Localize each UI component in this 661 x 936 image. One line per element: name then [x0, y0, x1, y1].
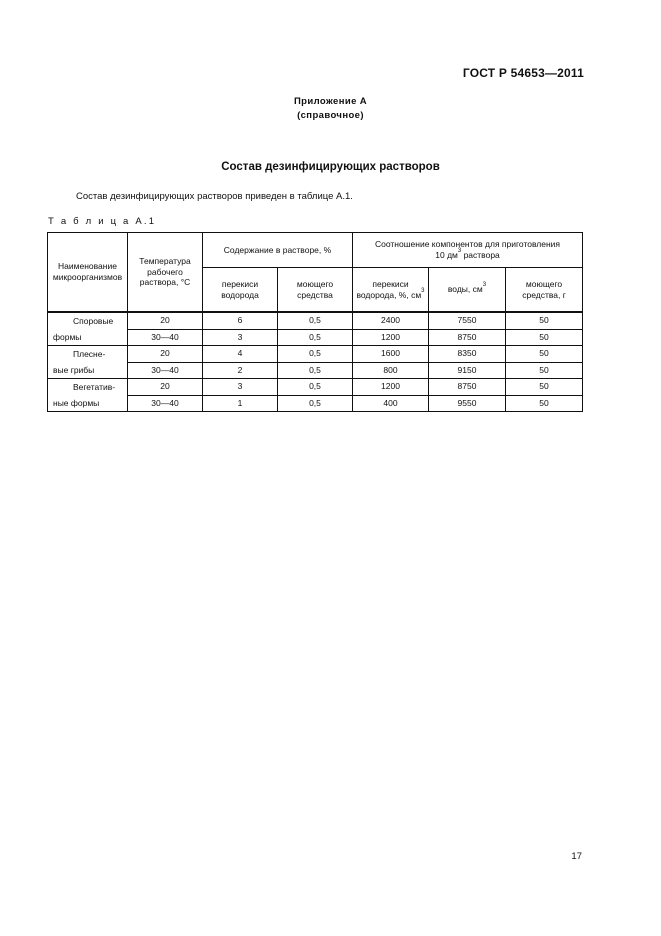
header-peroxide-volume-text: перекиси водорода, %, см	[356, 278, 422, 300]
cell-water: 7550	[429, 312, 506, 329]
header-ratio-group	[353, 233, 583, 268]
cell-temp: 20	[128, 346, 203, 363]
microorganism-name-line1: Вегетатив-	[73, 382, 116, 392]
microorganism-name-line2: ные формы	[53, 398, 100, 408]
microorganism-name	[48, 346, 128, 379]
cell-detergent: 0,5	[278, 346, 353, 363]
composition-table	[47, 232, 583, 412]
header-water-sup: 3	[482, 282, 487, 289]
header-peroxide: перекиси водорода	[203, 268, 278, 313]
section-title: Состав дезинфицирующих растворов	[221, 161, 440, 173]
cell-water: 8350	[429, 346, 506, 363]
annex-subtitle: (справочное)	[297, 110, 364, 121]
header-detergent: моющего средства	[278, 268, 353, 313]
table-row	[48, 362, 583, 379]
table-row	[48, 395, 583, 412]
header-ratio-line2: 10 дм	[435, 250, 458, 260]
cell-peroxide-vol: 1600	[353, 346, 429, 363]
header-temperature: Температура рабочего раствора, °С	[128, 233, 203, 313]
table-body	[48, 312, 583, 412]
table-caption: Т а б л и ц а А.1	[48, 216, 157, 227]
cell-water: 8750	[429, 329, 506, 346]
cell-detergent-g: 50	[506, 395, 583, 412]
table-row	[48, 379, 583, 396]
header-water-text: воды, см	[447, 284, 483, 295]
cell-peroxide: 3	[203, 329, 278, 346]
cell-peroxide-vol: 400	[353, 395, 429, 412]
header-peroxide-volume-sup: 3	[421, 287, 425, 294]
table-header	[48, 233, 583, 313]
standard-number: ГОСТ Р 54653—2011	[462, 66, 584, 80]
header-name: Наименование микроорганизмов	[48, 233, 128, 313]
microorganism-name-line1: Плесне-	[73, 349, 106, 359]
table-row	[48, 329, 583, 346]
header-ratio-line3: раствора	[461, 250, 500, 260]
cell-peroxide: 3	[203, 379, 278, 396]
header-peroxide-volume	[353, 268, 429, 313]
microorganism-name-line2: вые грибы	[53, 365, 95, 375]
cell-peroxide-vol: 1200	[353, 329, 429, 346]
table-row	[48, 346, 583, 363]
cell-detergent-g: 50	[506, 346, 583, 363]
cell-water: 8750	[429, 379, 506, 396]
cell-water: 9550	[429, 395, 506, 412]
cell-temp: 30—40	[128, 362, 203, 379]
microorganism-name-line1: Споровые	[73, 316, 114, 326]
header-content-group: Содержание в растворе, %	[203, 233, 353, 268]
cell-peroxide: 6	[203, 312, 278, 329]
cell-detergent: 0,5	[278, 312, 353, 329]
cell-temp: 20	[128, 379, 203, 396]
cell-detergent: 0,5	[278, 379, 353, 396]
cell-temp: 30—40	[128, 395, 203, 412]
cell-temp: 20	[128, 312, 203, 329]
page-number: 17	[571, 851, 582, 862]
header-ratio-line1: Соотношение компонентов для приготовления	[375, 239, 561, 250]
cell-detergent-g: 50	[506, 312, 583, 329]
cell-detergent-g: 50	[506, 329, 583, 346]
cell-detergent: 0,5	[278, 329, 353, 346]
cell-peroxide-vol: 2400	[353, 312, 429, 329]
intro-paragraph: Состав дезинфицирующих растворов приведен в таблице А.1.	[76, 191, 353, 202]
cell-temp: 30—40	[128, 329, 203, 346]
cell-detergent: 0,5	[278, 395, 353, 412]
microorganism-name	[48, 312, 128, 346]
header-detergent-mass: моющего средства, г	[506, 268, 583, 313]
microorganism-name-line2: формы	[53, 332, 82, 342]
cell-detergent: 0,5	[278, 362, 353, 379]
header-water	[429, 268, 506, 313]
cell-peroxide: 2	[203, 362, 278, 379]
header-ratio-sup: 3	[457, 248, 462, 254]
cell-peroxide: 4	[203, 346, 278, 363]
microorganism-name	[48, 379, 128, 412]
annex-title: Приложение А	[293, 96, 368, 107]
table-row	[48, 312, 583, 329]
cell-peroxide: 1	[203, 395, 278, 412]
cell-detergent-g: 50	[506, 362, 583, 379]
cell-peroxide-vol: 1200	[353, 379, 429, 396]
cell-peroxide-vol: 800	[353, 362, 429, 379]
cell-water: 9150	[429, 362, 506, 379]
cell-detergent-g: 50	[506, 379, 583, 396]
